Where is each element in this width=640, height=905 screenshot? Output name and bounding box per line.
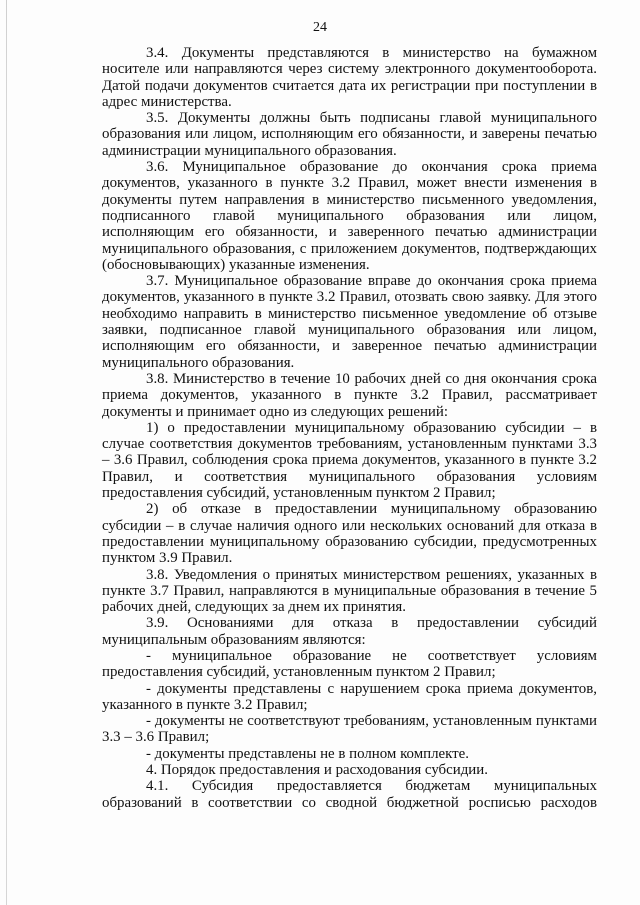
paragraph-3-8-item-2: 2) об отказе в предоставлении муниципальному образованию субсидии – в случае наличия одного или нескольких оснований для отказа в предоставлении муниципальному образованию субсидии, предусмотренных пунктом 3.9 Правил. — [102, 501, 597, 567]
paragraph-3-7: 3.7. Муниципальное образование вправе до окончания срока приема документов, указанного в пункте 3.2 Правил, отозвать свою заявку. Для этого необходимо направить в министерство письменное уведомление об отзыве заявки, подписанное главой муниципального образования или лицом, исполняющим его обязанности, и заверенное печатью администрации муниципального образования. — [102, 273, 597, 371]
scan-edge-line — [6, 0, 7, 905]
paragraph-3-9-bullet-1: - муниципальное образование не соответствует условиям предоставления субсидий, установленным пунктом 2 Правил; — [102, 647, 597, 681]
paragraph-3-9-bullet-2: - документы представлены с нарушением срока приема документов, указанного в пункте 3.2 Правил; — [102, 680, 597, 713]
paragraph-3-6: 3.6. Муниципальное образование до окончания срока приема документов, указанного в пункте 3.2 Правил, может внести изменения в документы путем направления в министерство письменного уведомления, подписанного главой муниципального образования или лицом, исполняющим его обязанности, и заверенного печатью администрации муниципального образования, с приложением документов, подтверждающих (обосновывающих) указанные изменения. — [102, 159, 597, 273]
paragraph-3-9-bullet-4: - документы представлены не в полном комплекте. — [146, 745, 470, 762]
paragraph-3-8-item-1: 1) о предоставлении муниципальному образованию субсидии – в случае соответствия документов требованиям, установленным пунктами 3.3 – 3.6 Правил, соблюдения срока приема документов, указанного в пункте 3.2 Правил, и соответствия муниципального образования условиям предоставления субсидий, установленным пунктом 2 Правил; — [102, 419, 597, 502]
paragraph-3-8: 3.8. Министерство в течение 10 рабочих дней со дня окончания срока приема документов, указанного в пункте 3.2 Правил, рассматривает документы и принимает одно из следующих решений: — [102, 370, 597, 420]
document-body — [102, 45, 597, 811]
paragraph-3-8-notifications: 3.8. Уведомления о принятых министерством решениях, указанных в пункте 3.7 Правил, направляются в муниципальные образования в течение 5 рабочих дней, следующих за днем их принятия. — [102, 566, 597, 616]
paragraph-3-5: 3.5. Документы должны быть подписаны главой муниципального образования или лицом, исполняющим его обязанности, и заверены печатью администрации муниципального образования. — [102, 110, 597, 159]
section-4-heading: 4. Порядок предоставления и расходования субсидии. — [146, 762, 488, 779]
paragraph-4-1: 4.1. Субсидия предоставляется бюджетам муниципальных образований в соответствии со сводной бюджетной росписью расходов — [102, 778, 597, 811]
paragraph-3-4: 3.4. Документы представляются в министерство на бумажном носителе или направляются через систему электронного документооборота. Датой подачи документов считается дата их регистрации при поступлении в адрес министерства. — [102, 45, 597, 110]
paragraph-3-9: 3.9. Основаниями для отказа в предоставлении субсидий муниципальным образованиям являются: — [102, 615, 597, 648]
page-number: 24 — [313, 20, 327, 35]
paragraph-3-9-bullet-3: - документы не соответствуют требованиям, установленным пунктами 3.3 – 3.6 Правил; — [102, 713, 597, 746]
